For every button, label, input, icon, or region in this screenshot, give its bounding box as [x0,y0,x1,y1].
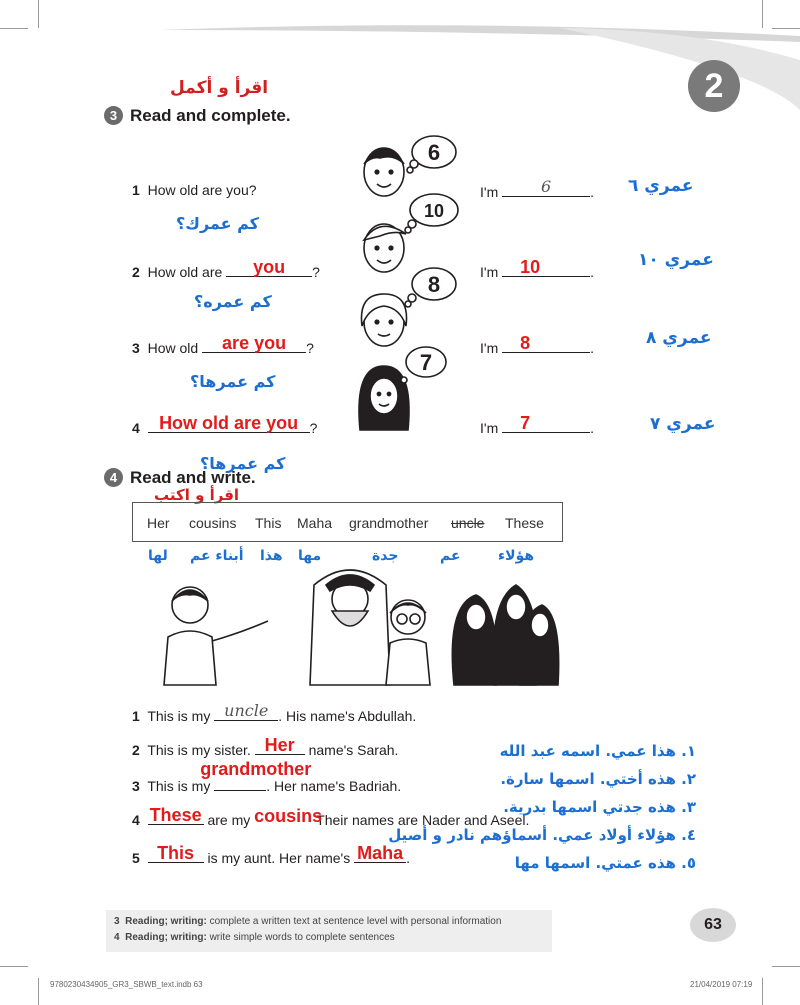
item4-arabic-question: كم عمرها؟ [200,454,286,473]
sentence-2: 2 This is my sister. Her name's Sarah. [132,735,399,758]
sentence-4: 4 These are my cousins Their names are Nader and Aseel. [132,805,530,828]
sentence-4-blank-2[interactable]: cousins [254,806,323,826]
item1-question: 1 How old are you? [132,182,257,198]
sentence-5-blank-2[interactable]: Maha [354,848,406,863]
page-number: 63 [690,908,736,942]
item3-arabic-answer: عمري ٨ [646,328,712,348]
word-arabic-grandmother: جدة [372,548,399,564]
word-box [132,502,563,542]
item2-arabic-question: كم عمره؟ [194,292,272,311]
unit-badge: 2 [688,60,740,112]
word-arabic-this: هذا [260,548,283,564]
bubble-1-text: 6 [427,140,441,165]
bubble-4-text: 7 [419,350,433,375]
section4-arabic-title: اقرأ و اكتب [154,486,240,504]
item4-question-blank[interactable]: How old are you [148,418,310,433]
arabic-translation-4: ٤. هؤلاء أولاد عمي. أسماؤهم نادر و أصيل [388,826,696,844]
sentence-1-blank[interactable]: uncle [214,706,278,721]
arabic-translation-2: ٢. هذه أختي. اسمها سارة. [500,770,696,788]
section4-number: 4 [104,468,123,487]
item1-arabic-question: كم عمرك؟ [176,214,259,233]
word-arabic-her: لها [148,548,168,564]
word-uncle-crossed: uncle [451,515,485,531]
bubble-2-text: 10 [423,201,445,221]
section4-title: Read and write. [130,468,256,487]
item4-arabic-answer: عمري ٧ [650,414,716,434]
children-faces-illustration [350,130,470,440]
sentence-1: 1 This is my uncle . His name's Abdullah. [132,701,417,724]
word-arabic-these: هؤلاء [498,548,535,564]
print-date: 21/04/2019 07:19 [690,980,753,989]
section3-arabic-title: اقرأ و أكمل [170,78,269,98]
word-her: Her [147,515,170,531]
item3-arabic-question: كم عمرها؟ [190,372,276,391]
section3-title: Read and complete. [130,106,291,125]
arabic-translation-1: ١. هذا عمي. اسمه عبد الله [499,742,696,760]
item3-question-blank[interactable]: are you [202,338,306,353]
item2-answer: I'm 10 . [480,257,595,280]
word-arabic-uncle: عم [440,548,461,564]
word-arabic-maha: مها [298,548,322,564]
family-illustration [150,545,560,690]
item4-answer: I'm 7 . [480,413,595,436]
header-swoosh [0,0,800,110]
bubble-3-text: 8 [427,272,441,297]
item1-arabic-answer: عمري ٦ [628,176,694,196]
item2-arabic-answer: عمري ١٠ [638,250,714,270]
word-cousins: cousins [189,515,237,531]
crop-mark [0,966,28,967]
arabic-translation-3: ٣. هذه جدتي اسمها بدرية. [503,798,696,816]
sentence-3: 3 This is my grandmother . Her name's Badriah. [132,759,402,794]
item3-question: 3 How old are you ? [132,333,314,356]
item1-answer-blank[interactable]: 6 [502,182,590,197]
note-2: 4 Reading; writing: write simple words to complete sentences [114,932,395,943]
sentence-5-blank-1[interactable]: This [148,848,204,863]
item2-question: 2 How old are you ? [132,257,320,280]
sentence-3-blank[interactable]: grandmother [214,776,266,791]
item3-answer: I'm 8 . [480,333,595,356]
arabic-translation-5: ٥. هذه عمتي. اسمها مها [514,854,696,872]
crop-mark [762,978,763,1005]
note-1: 3 Reading; writing: complete a written text at sentence level with personal information [114,916,502,927]
item1-answer: I'm 6 . [480,177,595,200]
section3-number: 3 [104,106,123,125]
file-name: 9780230434905_GR3_SBWB_text.indb 63 [50,980,203,989]
sentence-4-blank-1[interactable]: These [149,805,202,825]
word-grandmother: grandmother [349,515,429,531]
item3-answer-blank[interactable]: 8 [502,338,590,353]
curriculum-notes-box [106,910,552,952]
word-these: These [505,515,544,531]
item2-answer-blank[interactable]: 10 [502,262,590,277]
sentence-5: 5 This is my aunt. Her name's Maha . [132,843,410,866]
item2-question-blank[interactable]: you [226,262,312,277]
word-this: This [255,515,282,531]
word-maha: Maha [297,515,333,531]
item4-answer-blank[interactable]: 7 [502,418,590,433]
sentence-2-blank[interactable]: Her [255,740,305,755]
item4-question: 4 How old are you ? [132,413,318,436]
word-arabic-cousins: أبناء عم [190,548,244,564]
crop-mark [38,978,39,1005]
crop-mark [772,966,800,967]
